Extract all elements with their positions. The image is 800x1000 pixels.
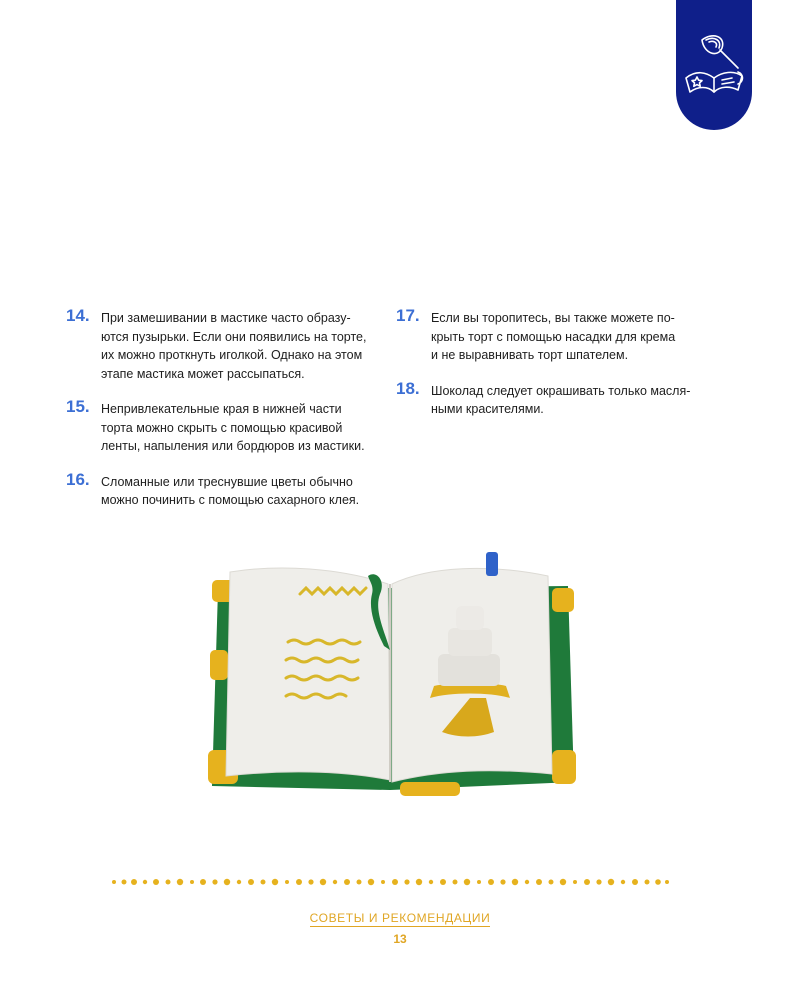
blue-page-tab (486, 552, 498, 576)
decorative-dotted-divider (110, 876, 670, 888)
page-number: 13 (393, 932, 407, 946)
chapter-bookmark-tab (676, 0, 752, 130)
tip-text: При замешивании в мастике часто образу- ются пузырьки. Если они появились на торте, их можно проткнуть иголкой. Однако на этом этапе мастика может рассыпаться. (101, 311, 367, 381)
tip-14 (66, 306, 396, 383)
tip-text: Шоколад следует окрашивать только масля- ными красителями. (431, 383, 691, 416)
open-recipe-book-cake-illustration (200, 550, 580, 810)
tip-16 (66, 469, 396, 510)
tips-column-right (396, 306, 726, 436)
whisk-recipe-book-icon (682, 28, 746, 104)
tip-number: 15. (66, 397, 90, 416)
tip-text: Сломанные или треснувшие цветы обычно можно починить с помощью сахарного клея. (101, 474, 360, 507)
tip-number: 17. (396, 306, 420, 325)
left-page (226, 568, 390, 780)
tips-column-left (66, 306, 396, 527)
tip-text: Непривлекательные края в нижней части торта можно скрыть с помощью красивой ленты, напыления или бордюров из мастики. (101, 402, 365, 453)
footer-section-label: СОВЕТЫ И РЕКОМЕНДАЦИИ (309, 911, 491, 925)
tip-18 (396, 378, 726, 419)
footer-section-title (0, 911, 800, 925)
tip-number: 14. (66, 306, 90, 325)
tip-15 (66, 397, 396, 456)
tip-17 (396, 306, 726, 365)
tip-text: Если вы торопитесь, вы также можете по- крыть торт с помощью насадки для крема и не выравнивать торт шпателем. (431, 311, 676, 362)
tip-number: 18. (396, 378, 420, 398)
tip-number: 16. (66, 469, 90, 489)
